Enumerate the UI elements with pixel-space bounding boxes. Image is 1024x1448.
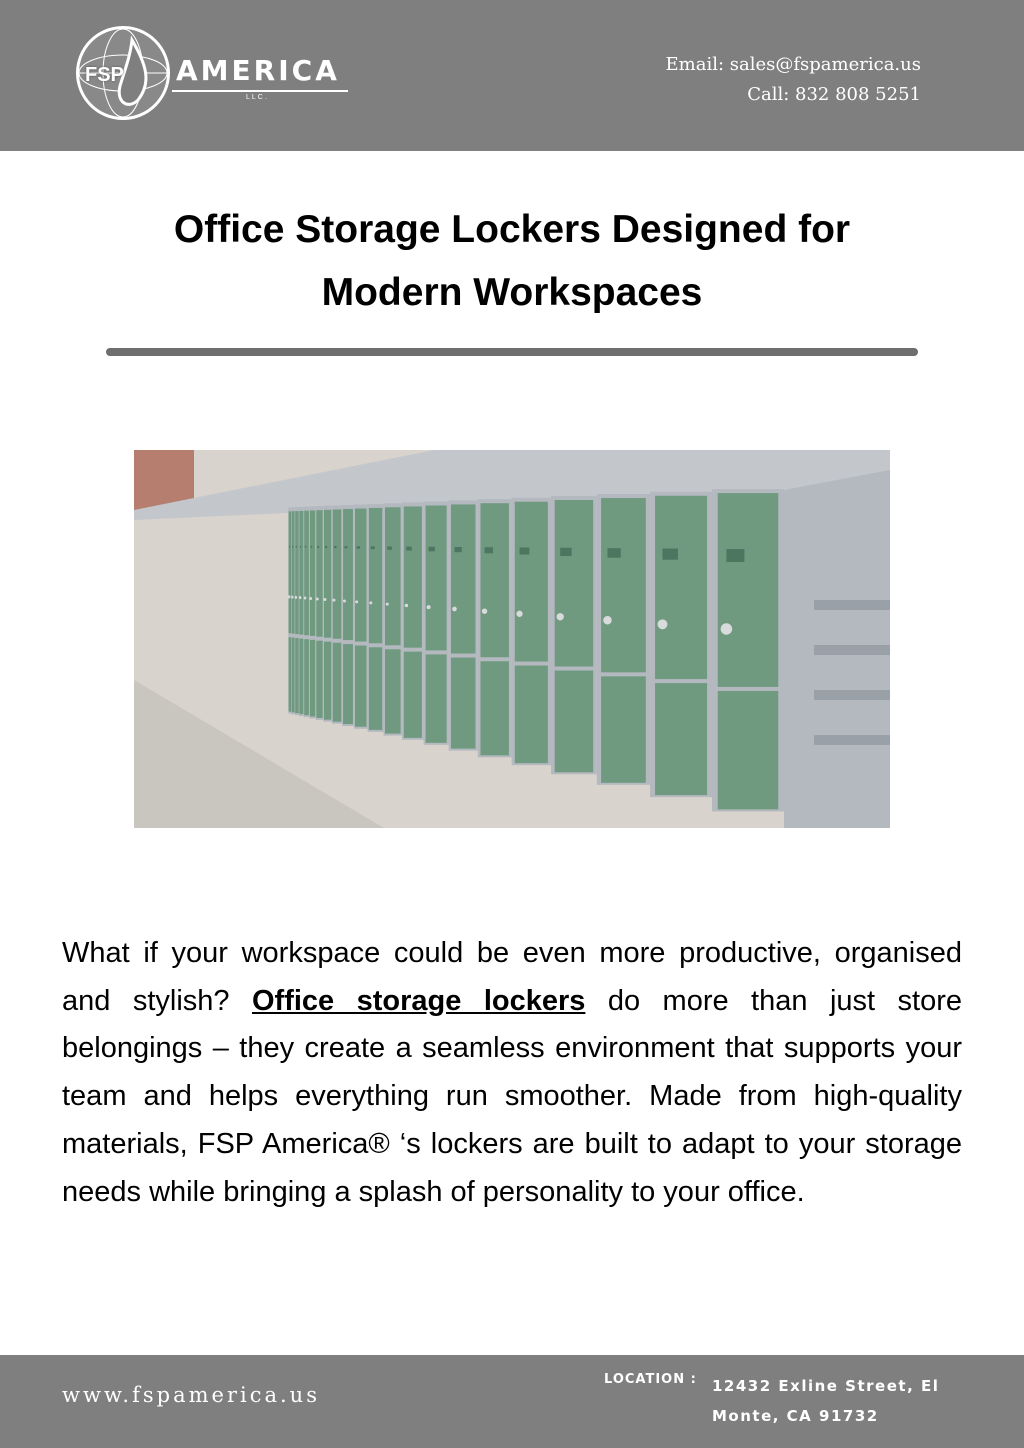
office-storage-lockers-link[interactable]: Office storage lockers bbox=[251, 984, 586, 1017]
page-title-line2: Modern Workspaces bbox=[321, 271, 703, 314]
locker-door-upper bbox=[655, 496, 707, 679]
locker-door-lower bbox=[404, 652, 422, 738]
locker-padlock-icon bbox=[369, 601, 372, 604]
locker-vent-slot bbox=[317, 546, 319, 548]
locker-door-upper bbox=[289, 511, 292, 633]
locker-door-upper bbox=[316, 510, 322, 637]
locker-door-lower bbox=[426, 654, 447, 742]
locker-door-upper bbox=[310, 510, 315, 635]
locker-padlock-icon bbox=[452, 607, 457, 612]
locker-padlock-icon bbox=[323, 598, 326, 601]
locker-vent-slot bbox=[520, 547, 530, 554]
locker-padlock-icon bbox=[603, 616, 612, 625]
locker-door-lower bbox=[515, 666, 548, 764]
contact-info bbox=[666, 50, 921, 110]
locker-vent-slot bbox=[300, 546, 301, 548]
locker-padlock-icon bbox=[405, 604, 408, 607]
locker-door-lower bbox=[289, 637, 292, 711]
locker-padlock-icon bbox=[355, 600, 358, 603]
locker-door-upper bbox=[355, 509, 367, 642]
locker-vent-slot bbox=[560, 548, 571, 556]
intro-text-before-link: What if your workspace could be even more productive, organised and stylish? bbox=[62, 937, 962, 1017]
locker-door-upper bbox=[451, 504, 475, 653]
locker-door-upper bbox=[343, 509, 353, 640]
locker-padlock-icon bbox=[721, 623, 733, 635]
locker-vent-slot bbox=[607, 548, 620, 558]
locker-padlock-icon bbox=[309, 597, 312, 600]
locker-door-upper bbox=[385, 507, 401, 645]
footer-address: 12432 Exline Street, El Monte, CA 91732 bbox=[712, 1377, 940, 1425]
locker-door-upper bbox=[324, 510, 331, 638]
locker-door-upper bbox=[480, 503, 508, 657]
footer-website[interactable]: www.fspamerica.us bbox=[62, 1383, 320, 1407]
locker-door-lower bbox=[304, 639, 309, 715]
intro-text-after-link: do more than just store belongings – they create a seamless environment that supports your team and helps everything run smoother. Made from high-quality materials, FSP America® ‘s lockers are built to adapt to your storage needs while bringing a splash of personality to your office. bbox=[62, 984, 962, 1208]
locker-padlock-icon bbox=[482, 609, 487, 614]
locker-vent-slot bbox=[454, 547, 461, 552]
locker-vent-slot bbox=[292, 546, 293, 548]
locker-door-lower bbox=[295, 638, 298, 713]
locker-door-lower bbox=[333, 643, 342, 722]
locker-door-upper bbox=[369, 508, 382, 643]
intro-paragraph bbox=[62, 930, 962, 1216]
page-title bbox=[80, 198, 944, 324]
locker-door-lower bbox=[655, 683, 707, 795]
title-divider bbox=[106, 348, 918, 356]
locker-door-lower bbox=[310, 640, 315, 717]
locker-door-lower bbox=[324, 642, 331, 720]
locker-door-upper bbox=[515, 502, 548, 662]
locker-vent-slot bbox=[387, 546, 392, 549]
locker-vent-slot bbox=[662, 549, 677, 560]
page-title-line1: Office Storage Lockers Designed for bbox=[173, 208, 851, 251]
locker-vent-slot bbox=[325, 546, 327, 548]
locker-side-vent bbox=[814, 690, 890, 700]
locker-door-upper bbox=[555, 500, 593, 666]
locker-vent-slot bbox=[485, 547, 493, 553]
locker-padlock-icon bbox=[658, 619, 668, 629]
locker-vent-slot bbox=[406, 547, 411, 551]
locker-door-lower bbox=[355, 646, 367, 727]
locker-padlock-icon bbox=[287, 595, 290, 598]
locker-padlock-icon bbox=[332, 599, 335, 602]
locker-door-lower bbox=[601, 676, 646, 782]
locker-door-lower bbox=[369, 647, 382, 730]
locker-vent-slot bbox=[289, 546, 290, 548]
locker-padlock-icon bbox=[516, 611, 522, 617]
locker-padlock-icon bbox=[316, 597, 319, 600]
contact-phone[interactable]: Call: 832 808 5251 bbox=[747, 84, 921, 105]
contact-email[interactable]: Email: sales@fspamerica.us bbox=[665, 54, 921, 75]
locker-door-upper bbox=[295, 511, 298, 634]
locker-door-lower bbox=[292, 638, 295, 713]
locker-door-lower bbox=[555, 671, 593, 773]
locker-door-lower bbox=[316, 641, 322, 718]
page-footer bbox=[0, 1355, 1024, 1448]
locker-vent-slot bbox=[429, 547, 435, 552]
locker-door-lower bbox=[451, 658, 475, 749]
locker-vent-slot bbox=[334, 546, 337, 548]
locker-door-lower bbox=[343, 644, 353, 724]
locker-vent-slot bbox=[371, 546, 375, 549]
locker-padlock-icon bbox=[557, 613, 564, 620]
page-header bbox=[0, 0, 1024, 151]
locker-door-lower bbox=[480, 661, 508, 755]
locker-padlock-icon bbox=[343, 599, 346, 602]
logo-wordmark: AMERICA bbox=[176, 54, 340, 87]
locker-vent-slot bbox=[296, 546, 297, 548]
locker-side-vent bbox=[814, 600, 890, 610]
locker-door-upper bbox=[304, 511, 309, 636]
locker-row-photo bbox=[134, 450, 890, 828]
locker-door-lower bbox=[718, 691, 778, 809]
locker-door-lower bbox=[299, 639, 303, 714]
locker-door-upper bbox=[601, 498, 646, 672]
locker-side-vent bbox=[814, 645, 890, 655]
locker-door-upper bbox=[292, 511, 295, 633]
logo-mark-text: FSP bbox=[85, 64, 124, 86]
locker-door-upper bbox=[299, 511, 303, 635]
locker-padlock-icon bbox=[427, 605, 431, 609]
locker-door-upper bbox=[404, 506, 422, 647]
locker-vent-slot bbox=[344, 546, 347, 548]
locker-padlock-icon bbox=[386, 603, 389, 606]
footer-location-label: LOCATION : bbox=[604, 1372, 697, 1387]
fsp-america-logo bbox=[76, 26, 356, 126]
locker-padlock-icon bbox=[303, 597, 306, 600]
logo-suffix: LLC. bbox=[246, 94, 269, 101]
locker-vent-slot bbox=[305, 546, 306, 548]
locker-row-illustration bbox=[134, 450, 890, 828]
locker-vent-slot bbox=[311, 546, 313, 548]
locker-side-vent bbox=[814, 735, 890, 745]
locker-door-upper bbox=[426, 506, 447, 651]
locker-vent-slot bbox=[726, 549, 744, 562]
locker-vent-slot bbox=[357, 546, 360, 548]
locker-door-lower bbox=[385, 649, 401, 733]
locker-door-upper bbox=[718, 493, 778, 687]
locker-door-upper bbox=[333, 509, 342, 638]
logo-underline bbox=[172, 90, 348, 92]
